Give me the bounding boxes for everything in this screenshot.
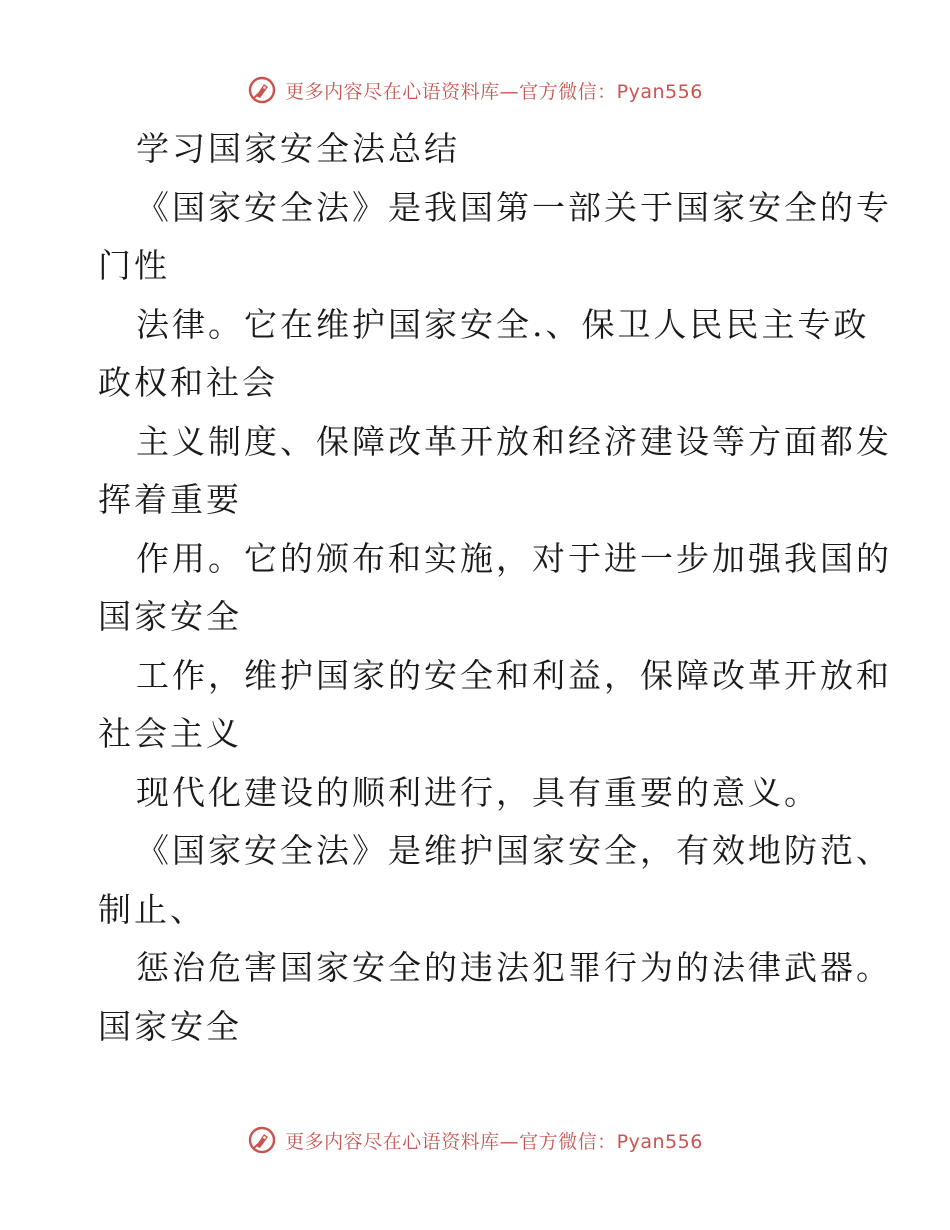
text-line: 国家安全 bbox=[98, 1006, 242, 1046]
text-line: 制止、 bbox=[98, 889, 206, 929]
text-line: 法律。它在维护国家安全.、保卫人民民主专政 bbox=[136, 304, 870, 344]
footer-watermark-banner bbox=[0, 1120, 950, 1160]
text-line: 学习国家安全法总结 bbox=[136, 129, 460, 168]
pen-nib-seal-icon bbox=[247, 1125, 277, 1155]
header-watermark-text: 更多内容尽在心语资料库—官方微信：Pyan556 bbox=[285, 80, 703, 103]
pen-nib-seal-icon bbox=[247, 75, 277, 105]
text-line: 主义制度、保障改革开放和经济建设等方面都发 bbox=[136, 421, 892, 461]
header-watermark-banner bbox=[0, 70, 950, 110]
text-line: 挥着重要 bbox=[98, 480, 242, 519]
text-line: 政权和社会 bbox=[98, 363, 278, 402]
text-line: 作用。它的颁布和实施，对于进一步加强我国的 bbox=[136, 538, 892, 578]
text-line: 国家安全 bbox=[98, 597, 242, 636]
text-line: 社会主义 bbox=[98, 714, 242, 753]
text-line: 《国家安全法》是维护国家安全，有效地防范、 bbox=[136, 831, 892, 870]
text-line: 现代化建设的顺利进行，具有重要的意义。 bbox=[136, 772, 820, 812]
text-line: 工作，维护国家的安全和利益，保障改革开放和 bbox=[136, 655, 892, 695]
document-body bbox=[98, 120, 892, 1056]
text-line: 《国家安全法》是我国第一部关于国家安全的专 bbox=[136, 187, 892, 227]
footer-watermark-text: 更多内容尽在心语资料库—官方微信：Pyan556 bbox=[285, 1130, 703, 1153]
text-line: 门性 bbox=[98, 246, 170, 285]
text-line: 惩治危害国家安全的违法犯罪行为的法律武器。 bbox=[136, 948, 892, 987]
